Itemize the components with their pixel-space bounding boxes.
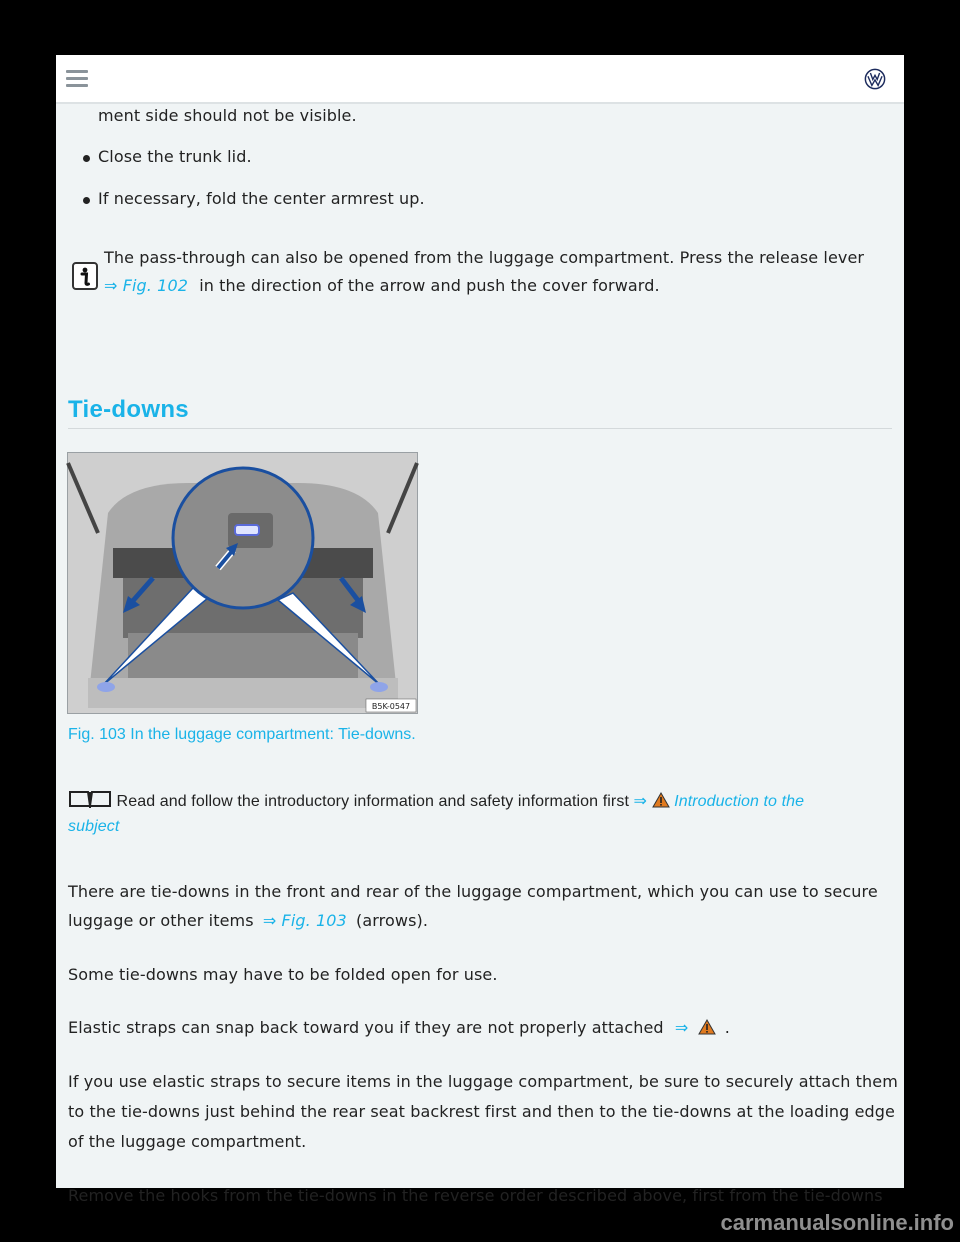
paragraph-2: Some tie-downs may have to be folded open for use. (68, 965, 498, 984)
paragraph-1-line-2: luggage or other items (68, 911, 254, 930)
warning-link-arrow[interactable]: ⇒ (674, 1018, 689, 1037)
book-icon (68, 788, 112, 810)
paragraph-5: Remove the hooks from the tie-downs in the reverse order described above, first from the tie-downs (68, 1186, 883, 1205)
paragraph-4-line-2: to the tie-downs just behind the rear seat backrest first and then to the tie-downs at the loading edge (68, 1102, 895, 1121)
paragraph-4-line-1: If you use elastic straps to secure items in the luggage compartment, be sure to securely attach them (68, 1072, 898, 1091)
figure-caption: Fig. 103 In the luggage compartment: Tie-downs. (68, 726, 416, 743)
fig-102-link[interactable]: ⇒ Fig. 102 (104, 276, 189, 295)
paragraph-3: Elastic straps can snap back toward you if they are not properly attached (68, 1018, 664, 1037)
vw-logo-icon[interactable] (864, 68, 886, 90)
fig-103-link[interactable]: ⇒ Fig. 103 (262, 911, 347, 930)
intro-link[interactable]: Introduction to the (674, 793, 805, 810)
svg-text:B5K-0547: B5K-0547 (371, 702, 411, 711)
section-title: Tie-downs (68, 396, 189, 423)
note-line-1: The pass-through can also be opened from the luggage compartment. Press the release lever (104, 248, 865, 267)
paragraph-4-line-3: of the luggage compartment. (68, 1132, 307, 1151)
heading-divider (68, 428, 892, 429)
warning-triangle-icon (652, 792, 670, 808)
bullet-close-trunk: Close the trunk lid. (98, 147, 252, 166)
intro-text: Read and follow the introductory information and safety information first (116, 793, 629, 810)
top-bar (56, 55, 904, 104)
note-line-2: in the direction of the arrow and push the cover forward. (199, 276, 660, 295)
info-icon (72, 262, 98, 290)
watermark: carmanualsonline.info (720, 1210, 954, 1235)
bullet-fold-armrest: If necessary, fold the center armrest up. (98, 189, 425, 208)
manual-page: ment side should not be visible. Close the trunk lid. If necessary, fold the center armrest up. The pass-through can also be opened from the luggage compartment. Press the release lever ⇒ Fig. 102 in the direction of the arrow and push the cover forward. Tie-downs B5K-0547 Fig. 103 In the luggage compartment: Tie-downs. Read and follow the introductory information and safety information first ⇒ Introduction to the subject There are tie-downs in the front and rear of the luggage compartment, which you can use to secure luggage or other items ⇒ Fig. 103 (arrows). Some tie-downs may have to be folded open for use. Elastic straps can snap back toward you if they are not properly attached ⇒ . If you use elastic straps to secure items in the luggage compartment, be sure to securely attach them to the tie-downs just behind the rear seat backrest first and then to the tie-downs at the loading edge of the luggage compartment. Remove the hooks from the tie-downs in the reverse order described above, first from the tie-downs (56, 55, 904, 1188)
figure-103-image (67, 452, 418, 714)
paragraph-1-line-1: There are tie-downs in the front and rear of the luggage compartment, which you can use to secure (68, 882, 878, 901)
intro-arrow[interactable]: ⇒ (633, 793, 648, 810)
hamburger-menu-icon[interactable] (66, 70, 88, 88)
continued-text: ment side should not be visible. (98, 106, 357, 125)
warning-triangle-icon[interactable] (698, 1019, 716, 1035)
intro-link-cont[interactable]: subject (68, 818, 120, 835)
